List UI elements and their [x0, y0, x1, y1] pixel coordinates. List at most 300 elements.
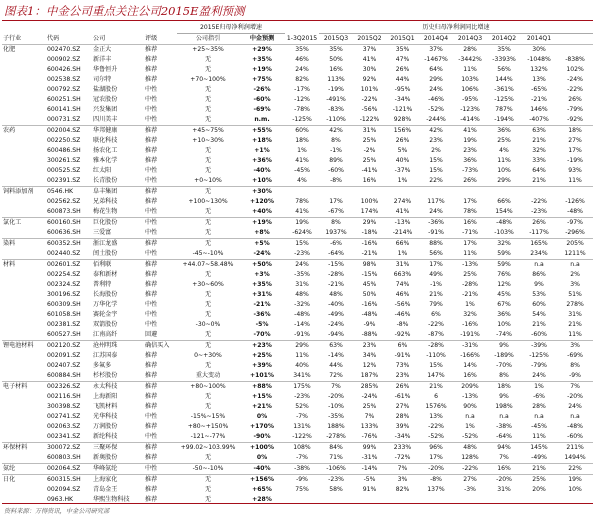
header-quarter: 2014Q4 — [423, 35, 449, 42]
rating-cell: 确信买入 — [144, 341, 177, 352]
quarter-cell: 59% — [487, 260, 521, 271]
guidance-cell: 无 — [177, 341, 239, 352]
quarter-cell: -22% — [567, 86, 583, 93]
quarter-cell: 17% — [429, 454, 443, 461]
code-cell: 600527.SH — [47, 331, 81, 338]
quarter-cell: 117% — [427, 198, 445, 205]
guidance-cell: 无 — [204, 147, 212, 154]
quarter-cell: 10% — [568, 486, 582, 493]
code-cell: 002250.SZ — [47, 137, 81, 144]
cicc-forecast-cell: +120% — [250, 198, 274, 205]
quarter-cell: -49% — [328, 311, 344, 318]
company-cell: 三爱富 — [93, 229, 112, 236]
q1-3-cell: 40% — [295, 362, 309, 369]
quarter-cell: 21% — [419, 382, 453, 393]
table-row — [2, 166, 593, 176]
quarter-cell: 2% — [570, 271, 580, 278]
rating-cell: 推荐 — [144, 443, 177, 454]
cicc-forecast-cell: +3% — [254, 271, 270, 278]
q1-3-cell: -7% — [296, 413, 308, 420]
quarter-cell: 53% — [532, 291, 546, 298]
rating-cell: 中性 — [145, 413, 158, 420]
quarter-cell: 51% — [568, 291, 582, 298]
quarter-cell: -194% — [494, 116, 514, 123]
quarter-cell: -838% — [565, 56, 585, 63]
table-row — [2, 320, 593, 330]
quarter-cell: 28% — [395, 413, 410, 420]
quarter-cell: -110% — [426, 352, 446, 359]
cicc-forecast-cell: +88% — [239, 382, 285, 393]
industry-cell: 材料 — [2, 260, 46, 271]
quarter-cell: 147% — [427, 372, 445, 379]
guidance-cell: 无 — [204, 66, 212, 73]
quarter-cell: 35% — [386, 45, 419, 56]
quarter-cell: -122% — [359, 116, 380, 123]
code-cell: 600486.SH — [47, 147, 81, 154]
guidance-cell: +80~+150% — [187, 423, 229, 430]
quarter-cell: 28% — [532, 403, 546, 410]
quarter-cell: -37% — [394, 167, 411, 174]
q1-3-cell: 41% — [295, 208, 309, 215]
quarter-cell — [353, 187, 386, 198]
cicc-forecast-cell: +15% — [252, 393, 272, 400]
guidance-cell: 无 — [204, 167, 212, 174]
quarter-cell: -52% — [428, 106, 444, 113]
rating-cell: 推荐 — [145, 137, 158, 144]
quarter-cell: -20% — [487, 475, 521, 486]
cicc-forecast-cell: -90% — [253, 433, 271, 440]
cicc-forecast-cell: -5% — [255, 321, 269, 328]
company-cell: 沧州明珠 — [92, 341, 144, 352]
quarter-cell: 93% — [568, 167, 582, 174]
header-quarterly-caption: 历史归母净利润同比增速 — [319, 23, 593, 34]
quarter-cell: 6 — [434, 393, 438, 400]
code-cell: 002440.SZ — [47, 250, 81, 257]
quarter-cell: 1% — [465, 423, 475, 430]
cicc-forecast-cell: +35% — [252, 281, 272, 288]
quarter-cell: -21% — [531, 96, 547, 103]
quarter-cell: 64% — [429, 66, 443, 73]
quarter-cell: -83% — [328, 106, 344, 113]
company-cell: 新奥股份 — [93, 454, 118, 461]
cicc-forecast-cell: +8% — [254, 229, 270, 236]
code-cell: 600160.SH — [46, 218, 92, 229]
table-row — [2, 310, 593, 320]
rating-cell: 中性 — [144, 218, 177, 229]
quarter-cell: -56% — [394, 301, 411, 308]
quarter-cell: -15% — [319, 260, 353, 271]
rating-cell: 推荐 — [144, 239, 177, 250]
quarter-cell: -24% — [567, 76, 583, 83]
cicc-forecast-cell: +10% — [252, 177, 272, 184]
quarter-cell: 31% — [386, 260, 419, 271]
rating-cell: 推荐 — [145, 496, 158, 503]
table-row — [2, 270, 593, 280]
industry-cell — [2, 330, 46, 341]
quarter-cell: 36% — [463, 157, 477, 164]
guidance-cell: 重大变动 — [195, 372, 221, 379]
quarter-cell: -1467% — [424, 56, 448, 63]
quarter-cell: 1937% — [325, 229, 347, 236]
quarter-cell: 33% — [532, 157, 546, 164]
code-cell: 300072.SZ — [46, 443, 92, 454]
quarter-cell: -296% — [565, 229, 585, 236]
quarter-cell: 7% — [386, 464, 419, 475]
quarter-cell: 73% — [395, 362, 410, 369]
table-row — [2, 371, 593, 382]
quarter-cell: -3442% — [458, 56, 482, 63]
rating-cell: 推荐 — [145, 372, 158, 379]
cicc-forecast-cell: -24% — [253, 250, 271, 257]
code-cell: 600636.SH — [47, 229, 81, 236]
quarter-cell — [419, 187, 453, 198]
quarter-cell: 28% — [453, 45, 487, 56]
table-row — [2, 351, 593, 361]
quarter-cell: 96% — [419, 443, 453, 454]
guidance-cell: 无 — [177, 475, 239, 486]
quarter-cell: -8% — [330, 177, 342, 184]
rating-cell: 推荐 — [145, 66, 158, 73]
table-row — [2, 260, 593, 271]
guidance-cell: -15%~15% — [190, 413, 226, 420]
cicc-forecast-cell: +36% — [252, 157, 272, 164]
quarter-cell: -28% — [419, 341, 453, 352]
header-code: 代码 — [47, 34, 60, 42]
cicc-forecast-cell: +65% — [252, 486, 272, 493]
company-cell: 佰利联 — [92, 260, 144, 271]
quarter-cell: -35% — [328, 413, 344, 420]
guidance-cell: -50~-10% — [177, 464, 239, 475]
quarter-cell: 39% — [395, 423, 410, 430]
quarter-cell: 13% — [429, 413, 443, 420]
table-row — [2, 290, 593, 300]
q1-3-cell — [285, 187, 319, 198]
rating-cell: 推荐 — [145, 454, 158, 461]
company-cell: 冠农股份 — [93, 96, 118, 103]
quarter-cell — [557, 45, 593, 56]
quarter-cell: -74% — [496, 331, 512, 338]
guidance-cell: 无 — [204, 157, 212, 164]
table-row — [2, 105, 593, 115]
company-cell: 联化科技 — [93, 137, 118, 144]
rating-cell: 推荐 — [145, 281, 158, 288]
industry-cell — [2, 105, 46, 115]
quarter-cell: 8% — [499, 372, 509, 379]
cicc-forecast-cell: +28% — [252, 496, 272, 503]
company-cell: 江苏国泰 — [93, 352, 118, 359]
quarter-cell: 47% — [395, 56, 410, 63]
quarter-cell: 66% — [386, 239, 419, 250]
rating-cell: 推荐 — [144, 45, 177, 56]
quarter-cell: 23% — [395, 372, 410, 379]
quarter-cell: 71% — [329, 454, 343, 461]
quarter-cell: 64% — [532, 167, 546, 174]
quarter-cell: -110% — [326, 116, 346, 123]
rating-cell: 推荐 — [145, 147, 158, 154]
quarter-cell: -14% — [328, 352, 344, 359]
quarter-cell: -1% — [330, 147, 342, 154]
quarter-cell: -31% — [453, 341, 487, 352]
quarter-cell: -16% — [353, 239, 386, 250]
quarter-cell — [453, 187, 487, 198]
company-cell: 兴发集团 — [93, 106, 118, 113]
company-cell: 华鲁恒升 — [93, 66, 118, 73]
table-row — [2, 65, 593, 75]
quarter-cell: 16% — [463, 372, 477, 379]
quarter-cell: 154% — [495, 208, 513, 215]
code-cell: 600426.SH — [47, 66, 81, 73]
code-cell: 002116.SH — [47, 393, 81, 400]
quarter-cell: -73% — [462, 167, 478, 174]
rating-cell: 中性 — [145, 106, 158, 113]
quarter-cell: 31% — [568, 311, 582, 318]
quarter-cell: -361% — [494, 86, 514, 93]
quarter-cell: -41% — [361, 167, 378, 174]
cicc-forecast-cell: +5% — [239, 239, 285, 250]
guidance-cell: 无 — [204, 331, 212, 338]
quarter-cell: 198% — [495, 403, 513, 410]
cicc-forecast-cell: +31% — [252, 291, 272, 298]
guidance-cell: 无 — [204, 96, 212, 103]
header-guidance: 公司指引 — [195, 35, 221, 42]
quarter-cell: 88% — [419, 239, 453, 250]
quarter-cell: 30% — [362, 66, 377, 73]
rating-cell: 推荐 — [144, 126, 177, 137]
guidance-cell: 无 — [204, 208, 212, 215]
quarter-cell: -3393% — [492, 56, 516, 63]
industry-cell — [2, 320, 46, 330]
quarter-cell: 10% — [497, 321, 511, 328]
quarter-cell: 26% — [463, 177, 477, 184]
quarter-cell: -23% — [319, 475, 353, 486]
company-cell: 泰和新材 — [93, 271, 118, 278]
q1-3-cell: -125% — [292, 116, 312, 123]
q1-3-cell: 41% — [295, 157, 309, 164]
code-cell: 600803.SH — [47, 454, 81, 461]
table-row — [2, 115, 593, 126]
code-cell: 601058.SH — [47, 311, 81, 318]
quarter-cell: 25% — [497, 137, 511, 144]
quarter-cell: 32% — [532, 147, 546, 154]
guidance-cell: 无 — [204, 362, 212, 369]
industry-cell — [2, 270, 46, 280]
guidance-cell: +45~75% — [177, 126, 239, 137]
quarter-cell: -31% — [361, 454, 378, 461]
quarter-cell: 25% — [362, 137, 377, 144]
rating-cell: 推荐 — [145, 393, 158, 400]
header-rating: 评级 — [145, 34, 158, 42]
guidance-cell: 无 — [204, 496, 212, 503]
quarter-cell: -16% — [361, 301, 378, 308]
quarter-cell — [319, 187, 353, 198]
quarter-cell: -91% — [428, 229, 444, 236]
q1-3-cell: 52% — [295, 403, 309, 410]
cicc-forecast-cell: +39% — [252, 362, 272, 369]
quarter-cell: -20% — [328, 393, 344, 400]
forecast-table — [2, 23, 593, 505]
quarter-cell: -34% — [394, 96, 411, 103]
quarter-cell: 16% — [487, 464, 521, 475]
quarter-cell: -88% — [361, 331, 378, 338]
code-cell: 002094.SZ — [47, 486, 81, 493]
quarter-cell: 60% — [532, 301, 546, 308]
quarter-cell: 37% — [419, 45, 453, 56]
quarter-cell: -95% — [394, 86, 411, 93]
q1-3-cell: 341% — [293, 372, 311, 379]
quarter-cell: 58% — [329, 486, 343, 493]
quarter-cell: -45% — [531, 423, 547, 430]
quarter-cell: 82% — [395, 486, 410, 493]
q1-3-cell: -624% — [292, 229, 312, 236]
quarter-cell: -22% — [531, 198, 547, 205]
table-row — [2, 207, 593, 218]
company-cell: 青岛金王 — [93, 486, 118, 493]
code-cell: 002538.SZ — [47, 76, 81, 83]
quarter-cell: 19% — [557, 475, 593, 486]
quarter-cell: 27% — [395, 403, 410, 410]
industry-cell — [2, 361, 46, 371]
code-cell: 002741.SZ — [47, 413, 81, 420]
quarter-cell: 278% — [566, 301, 584, 308]
company-cell: 扬农化工 — [93, 147, 118, 154]
quarter-cell: 7% — [499, 454, 509, 461]
quarter-cell: -3% — [464, 486, 476, 493]
guidance-cell: 无 — [204, 393, 212, 400]
quarter-cell: -14% — [353, 464, 386, 475]
q1-3-cell: 15% — [285, 239, 319, 250]
quarter-cell: -94% — [328, 331, 344, 338]
quarter-cell: -52% — [428, 433, 444, 440]
quarter-cell: -9% — [569, 372, 581, 379]
guidance-cell: +100~130% — [188, 198, 228, 205]
quarter-cell: 146% — [530, 106, 548, 113]
quarter-cell: 101% — [360, 86, 379, 93]
q1-3-cell: 18% — [295, 137, 309, 144]
q1-3-cell: -14% — [294, 321, 310, 328]
guidance-cell: -30~0% — [195, 321, 221, 328]
table-row — [2, 75, 593, 85]
quarter-cell: -64% — [328, 250, 344, 257]
quarter-cell: 25% — [521, 475, 557, 486]
company-cell: 永太科技 — [92, 382, 144, 393]
quarter-cell: -15% — [361, 271, 378, 278]
company-cell: 普利特 — [93, 281, 112, 288]
rating-cell: 推荐 — [145, 352, 158, 359]
quarter-cell: 30% — [521, 45, 557, 56]
quarter-cell: 34% — [362, 352, 377, 359]
quarter-cell: -407% — [529, 116, 549, 123]
code-cell: 600251.SH — [47, 96, 81, 103]
code-cell: 002091.SZ — [47, 352, 81, 359]
guidance-cell: 无 — [204, 86, 212, 93]
quarter-cell: -28% — [328, 271, 344, 278]
quarter-cell: 156% — [386, 126, 419, 137]
quarter-cell: 234% — [530, 250, 548, 257]
table-body — [2, 45, 593, 506]
quarter-cell: 9% — [487, 341, 521, 352]
quarter-cell: -125% — [494, 96, 514, 103]
quarter-cell: 84% — [319, 443, 353, 454]
table-row — [2, 392, 593, 402]
code-cell: 600884.SH — [47, 372, 81, 379]
table-row — [2, 475, 593, 486]
quarter-cell: 211% — [557, 443, 593, 454]
guidance-cell: +70~100% — [190, 76, 226, 83]
bottom-rule — [2, 503, 593, 504]
industry-cell — [2, 371, 46, 382]
quarter-cell: -56% — [361, 106, 378, 113]
quarter-cell: 17% — [329, 198, 343, 205]
quarter-cell: 89% — [329, 157, 343, 164]
quarter-cell: 16% — [453, 218, 487, 229]
cicc-forecast-cell: -70% — [253, 331, 271, 338]
table-row — [2, 146, 593, 156]
quarter-cell — [386, 187, 419, 198]
quarter-cell: 8% — [331, 137, 341, 144]
quarter-cell: 9% — [534, 281, 544, 288]
quarter-cell: -69% — [567, 352, 583, 359]
table-row — [2, 197, 593, 207]
q1-3-cell: -32% — [294, 301, 310, 308]
quarter-cell: 20% — [532, 486, 546, 493]
quarter-cell: -121% — [392, 106, 413, 113]
quarter-cell: 11% — [463, 250, 477, 257]
quarter-cell: 74% — [395, 281, 410, 288]
header-cicc-forecast: 中金预测 — [249, 35, 275, 42]
guidance-cell: -121~-77% — [190, 433, 226, 440]
quarter-cell: 46% — [395, 291, 410, 298]
quarter-cell: 137% — [427, 486, 445, 493]
guidance-cell: +99.02~103.99% — [177, 443, 239, 454]
quarter-cell: 274% — [393, 198, 412, 205]
industry-cell — [2, 290, 46, 300]
quarter-cell: 49% — [429, 271, 443, 278]
quarter-cell: 5% — [397, 147, 408, 154]
quarter-cell: -22% — [428, 423, 444, 430]
quarter-cell: -126% — [565, 198, 585, 205]
q1-3-cell: 131% — [293, 423, 311, 430]
guidance-cell: 无 — [177, 218, 239, 229]
quarter-cell: -106% — [319, 464, 353, 475]
quarter-cell: 11% — [568, 177, 582, 184]
code-cell: 002064.SZ — [46, 464, 92, 475]
q1-3-cell: 4% — [297, 177, 307, 184]
quarter-cell: 100% — [360, 198, 379, 205]
table-row — [2, 402, 593, 412]
guidance-cell: 无 — [204, 454, 212, 461]
industry-cell: 化肥 — [2, 45, 46, 56]
quarter-cell: -13% — [386, 218, 419, 229]
industry-cell — [2, 422, 46, 432]
quarter-cell: -46% — [428, 96, 444, 103]
quarter-cell: -52% — [462, 433, 478, 440]
quarter-cell: -8% — [419, 475, 453, 486]
quarter-cell: -71% — [462, 229, 478, 236]
quarter-cell: -65% — [531, 86, 547, 93]
company-cell: 长海股份 — [93, 291, 118, 298]
company-cell: 光华科技 — [93, 413, 118, 420]
quarter-cell: 17% — [463, 198, 477, 205]
quarter-cell: 27% — [453, 475, 487, 486]
header-quarter: 2014Q2 — [491, 35, 517, 42]
quarter-cell: -23% — [531, 208, 547, 215]
q1-3-cell: -23% — [294, 393, 310, 400]
industry-cell — [2, 156, 46, 166]
figure-title: 图表1：中金公司重点关注公司2015E盈利预测 — [4, 4, 245, 18]
quarter-cell: -72% — [394, 454, 411, 461]
company-cell: 长青股份 — [93, 177, 118, 184]
quarter-cell: 209% — [453, 382, 487, 393]
